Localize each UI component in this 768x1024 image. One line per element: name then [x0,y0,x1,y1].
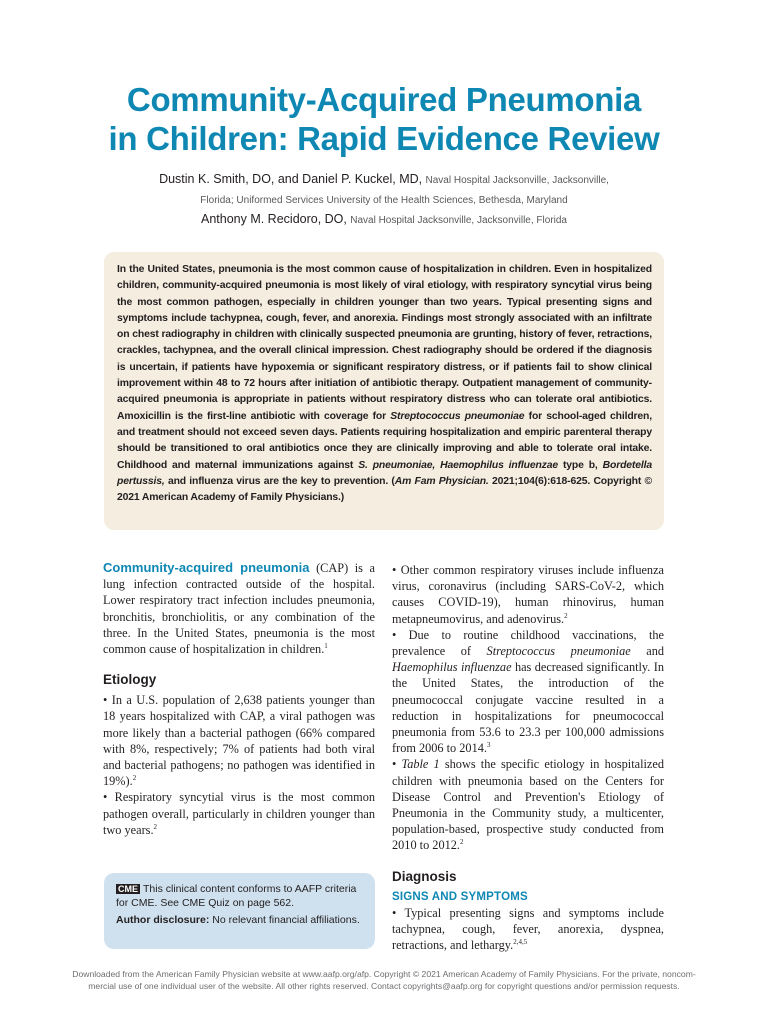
etiology-bullet-2: • Respiratory syncytial virus is the most common pathogen overall, particularly in children younger than two years.$^2$ [103,790,375,837]
cme-statement: CME This clinical content conforms to AAFP criteria for CME. See CME Quiz on page 562. [116,883,357,910]
author-names-1: Dustin K. Smith, DO, and Daniel P. Kuckel, MD, [159,172,423,186]
author-block [0,170,768,230]
right-column [392,562,664,953]
author-affiliation-1a: Naval Hospital Jacksonville, Jacksonville, [425,175,609,186]
title-line-2: in Children: Rapid Evidence Review [108,120,660,157]
author-disclosure: Author disclosure: No relevant financial affiliations. [116,914,360,927]
footer-line-1: Downloaded from the American Family Physician website at www.aafp.org/afp. Copyright © 2021 American Academy of Family Physicians. For the private, noncom- [72,969,696,979]
abstract-text: In the United States, pneumonia is the most common cause of hospitalization in children. Even in hospitalized children, community-acquired pneumonia is most likely of viral etiology, with respiratory syncytial virus being the most common pathogen, especially in children younger than two years. Typical presenting signs and symptoms include tachypnea, cough, fever, and anorexia. Findings most strongly associated with an infiltrate on chest radiography in children with clinically suspected pneumonia are grunting, history of fever, retractions, crackles, tachypnea, and the overall clinical impression. Chest radiography should be ordered if the diagnosis is uncertain, if patients have hypoxemia or significant respiratory distress, or if patients fail to show clinical improvement within 48 to 72 hours after initiation of antibiotic therapy. Outpatient management of community-acquired pneumonia is appropriate in patients without respiratory distress who can tolerate oral antibiotics. Amoxicillin is the first-line antibiotic with coverage for Streptococcus pneumoniae for school-aged children, and treatment should not exceed seven days. Patients requiring hospitalization and empiric parenteral therapy should be transitioned to oral antibiotics once they are clinically improving and able to tolerate oral intake. Childhood and maternal immunizations against S. pneumoniae, Haemophilus influenzae type b, Bordetella pertussis, and influenza virus are the key to prevention. (Am Fam Physician. 2021;104(6):618-625. Copyright © 2021 American Academy of Family Physicians.) [117,264,652,504]
abstract-box [104,252,664,530]
author-affiliation-1b: Florida; Uniformed Services University of the Health Sciences, Bethesda, Maryland [200,195,568,206]
author-name-2: Anthony M. Recidoro, DO, [200,212,347,226]
etiology-bullet-4: • Due to routine childhood vaccinations, the prevalence of Streptococcus pneumoniae and Haemophilus influenzae has decreased significantly. In the United States, the introduction of the pneumococcal conjugate vaccine resulted in a reduction in hospitalizations for pneumococcal pneumonia from 53.6 to 23.3 per 100,000 admissions from 2006 to 2014.$^3$ [392,627,664,756]
etiology-bullet-3: • Other common respiratory viruses include influenza virus, coronavirus (including SARS-CoV-2, which causes COVID-19), human rhinovirus, human metapneumovirus, and adenovirus.$^2$ [392,563,664,626]
etiology-bullet-1: • In a U.S. population of 2,638 patients younger than 18 years hospitalized with CAP, a viral pathogen was more likely than a bacterial pathogen (66% compared with 8%, respectively; 7% of patients had both viral and bacterial pathogens; no pathogen was identified in 19%).$^2$ [103,693,375,789]
article-title [0,80,768,158]
cme-box [104,873,375,949]
copyright-footer [0,968,768,992]
footer-line-2: mercial use of one individual user of the website. All other rights reserved. Contact copyrights@aafp.org for copyright questions and/or permission requests. [88,981,680,991]
diagnosis-bullet-1: • Typical presenting signs and symptoms include tachypnea, cough, fever, anorexia, dyspnea, retractions, and lethargy.$^{2,4,5}$ [392,905,664,953]
diagnosis-heading: Diagnosis [392,868,457,884]
etiology-bullet-5: • Table 1 shows the specific etiology in hospitalized children with pneumonia based on the Centers for Disease Control and Prevention's Etiology of Pneumonia in the Community study, a multicenter, population-based, prospective study conducted from 2010 to 2012.$^2$ [392,757,664,853]
table-1-reference[interactable]: Table 1 [401,757,440,772]
title-line-1: Community-Acquired Pneumonia [126,81,642,118]
signs-symptoms-subheading: SIGNS AND SYMPTOMS [392,890,528,903]
cme-badge: CME [118,884,138,894]
lead-term: Community-acquired pneumonia [103,560,310,575]
left-column [103,560,375,838]
intro-paragraph: Community-acquired pneumonia (CAP) is a lung infection contracted outside of the hospital. Lower respiratory tract infection includes pneumonia, bronchitis, bronchiolitis, or any combination of the three. In the United States, pneumonia is the most common cause of hospitalization in children.$^1$ [103,560,375,657]
author-affiliation-2: Naval Hospital Jacksonville, Jacksonville, Florida [350,215,567,226]
etiology-heading: Etiology [103,672,157,688]
